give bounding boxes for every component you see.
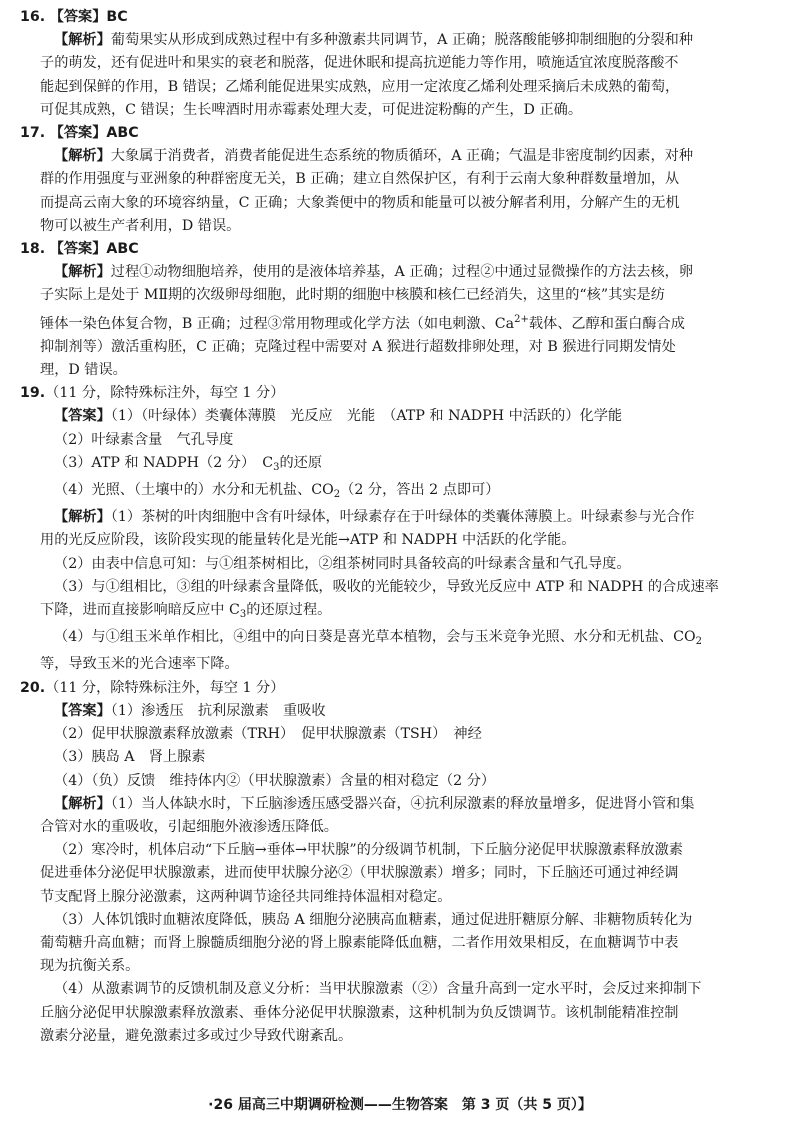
analysis-line: 群的作用强度与亚洲象的种群密度无关，B 正确；建立自然保护区，有利于云南大象种群数量增加，从 [40,171,680,188]
question-20 [20,677,770,1048]
analysis-tag: 【解析】 [54,509,111,526]
answer-tag: 【答案】 [49,125,107,142]
answer-line: 【答案】（1）渗透压 抗利尿激素 重吸收 [54,702,326,719]
page-footer: ·26 届高三中期调研检测——生物答案 第 3 页（共 5 页）】 [208,1097,592,1113]
analysis-line: 节支配肾上腺分泌激素，这两种调节途径共同维持体温相对稳定。 [40,888,452,905]
question-18 [20,238,770,382]
analysis-line: 合管对水的重吸收，引起细胞外液渗透压降低。 [40,818,338,835]
analysis-line: 可促其成熟，C 错误；生长啤酒时用赤霉素处理大麦，可促进淀粉酶的产生，D 正确。 [40,101,583,118]
question-number: 17. [20,125,46,142]
analysis-line: （2）由表中信息可知：与①组茶树相比，②组茶树同时具备较高的叶绿素含量和气孔导度。 [54,555,631,572]
analysis-line: （3）人体饥饿时血糖浓度降低，胰岛 A 细胞分泌胰高血糖素，通过促进肝糖原分解、非糖物质转化为 [54,911,693,928]
question-16 [20,6,770,122]
analysis-line: 促进垂体分泌促甲状腺激素，进而使甲状腺分泌②（甲状腺激素）增多；同时，下丘脑还可通过神经调 [40,865,679,882]
answer-value: ABC [106,241,139,258]
answer-line: （3）胰岛 A 肾上腺素 [54,749,206,766]
answer-tag: 【答案】 [54,702,111,719]
question-19 [20,382,770,676]
analysis-line: 【解析】（1）茶树的叶肉细胞中含有叶绿体，叶绿素存在于叶绿体的类囊体薄膜上。叶绿素参与光合作 [54,509,695,526]
analysis-line: 用的光反应阶段，该阶段实现的能量转化是光能→ATP 和 NADPH 中活跃的化学能。 [40,532,576,549]
answer-line: 【答案】（1）（叶绿体）类囊体薄膜 光反应 光能 （ATP 和 NADPH 中活跃的）化学能 [54,408,623,425]
analysis-line: 葡萄糖升高血糖；而肾上腺髓质细胞分泌的肾上腺素能降低血糖，二者作用效果相反，在血糖调节中表 [40,934,679,951]
analysis-line: 抑制剂等）激活重构胚，C 正确；克隆过程中需要对 A 猴进行超数排卵处理，对 B 猴进行同期发情处 [40,338,676,355]
question-number: 19. [20,385,46,402]
analysis-line: 而提高云南大象的环境容纳量，C 正确；大象粪便中的物质和能量可以被分解者利用，分解产生的无机 [40,194,680,211]
analysis-line: 等，导致玉米的光合速率下降。 [40,656,239,673]
question-number: 18. [20,241,46,258]
analysis-line: 【解析】大象属于消费者，消费者能促进生态系统的物质循环，A 正确；气温是非密度制约因素，对种 [54,148,694,165]
analysis-line: 锤体一染色体复合物，B 正确；过程③常用物理或化学方法（如电刺激、$Ca^{2+}$载体、乙醇和蛋白酶合成 [40,313,685,332]
answer-tag: 【答案】 [49,9,107,25]
answer-line: （2）促甲状腺激素释放激素（TRH） 促甲状腺激素（TSH） 神经 [54,726,482,743]
analysis-tag: 【解析】 [54,32,111,49]
answer-value: ABC [106,125,139,142]
analysis-tag: 【解析】 [54,148,111,165]
question-number: 20. [20,679,46,696]
score-note: （11 分，除特殊标注外，每空 1 分） [45,679,285,696]
question-number: 16. [20,9,46,25]
analysis-line: 物可以被生产者利用，D 错误。 [40,217,241,234]
analysis-line: （3）与①组相比，③组的叶绿素含量降低，吸收的光能较少，导致光反应中 ATP 和 NADPH 的合成速率 [54,578,719,595]
answer-tag: 【答案】 [54,408,111,425]
analysis-line: 子的萌发，还有促进叶和果实的衰老和脱落，促进休眠和提高抗逆能力等作用，喷施适宜浓度脱落酸不 [40,55,679,72]
score-note: （11 分，除特殊标注外，每空 1 分） [45,385,285,402]
analysis-line: 子实际上是处于 MⅡ期的次级卵母细胞，此时期的细胞中核膜和核仁已经消失，这里的“核”其实是纺 [40,287,665,304]
answer-line: （4）光照、（土壤中的）水分和无机盐、$CO_2(2$ 分，答出 2 点即可） [54,482,500,501]
analysis-line: 【解析】过程①动物细胞培养，使用的是液体培养基，A 正确；过程②中通过显微操作的方法去核，卵 [54,264,694,281]
answer-line: （4）（负）反馈 维持体内②（甲状腺激素）含量的相对稳定（2 分） [54,772,496,789]
analysis-line: 下降，进而直接影响暗反应中 $C_3$的还原过程。 [40,602,332,621]
question-17 [20,122,770,238]
analysis-line: 现为抗衡关系。 [40,958,140,975]
analysis-line: （4）与①组玉米单作相比，④组中的向日葵是喜光草本植物，会与玉米竞争光照、水分和无机盐、$CO_2$ [54,629,702,648]
answer-value: BC [106,9,128,25]
analysis-line: 丘脑分泌促甲状腺激素释放激素、垂体分泌促甲状腺激素，这种机制为负反馈调节。该机制能精准控制 [40,1004,679,1021]
analysis-line: 【解析】（1）当人体缺水时，下丘脑渗透压感受器兴奋，④抗利尿激素的释放量增多，促进肾小管和集 [54,795,695,812]
analysis-line: 能起到保鲜的作用，B 错误；乙烯利能促进果实成熟，应用一定浓度乙烯利处理采摘后未成熟的葡萄， [40,78,680,95]
analysis-line: 理，D 错误。 [40,362,127,379]
analysis-line: （4）从激素调节的反馈机制及意义分析：当甲状腺激素（②）含量升高到一定水平时，会反过来抑制下 [54,981,702,998]
analysis-line: 激素分泌量，避免激素过多或过少导致代谢紊乱。 [40,1027,353,1044]
analysis-tag: 【解析】 [54,795,111,812]
answer-line: （2）叶绿素含量 气孔导度 [54,431,234,448]
analysis-tag: 【解析】 [54,264,111,281]
answer-tag: 【答案】 [49,241,107,258]
analysis-line: 【解析】葡萄果实从形成到成熟过程中有多种激素共同调节，A 正确；脱落酸能够抑制细胞的分裂和种 [54,32,694,49]
answer-line: （3）ATP 和 NADPH（2 分） $C_3$的还原 [54,454,323,473]
analysis-line: （2）寒冷时，机体启动“下丘脑→垂体→甲状腺”的分级调节机制，下丘脑分泌促甲状腺激素释放激素 [54,842,683,859]
